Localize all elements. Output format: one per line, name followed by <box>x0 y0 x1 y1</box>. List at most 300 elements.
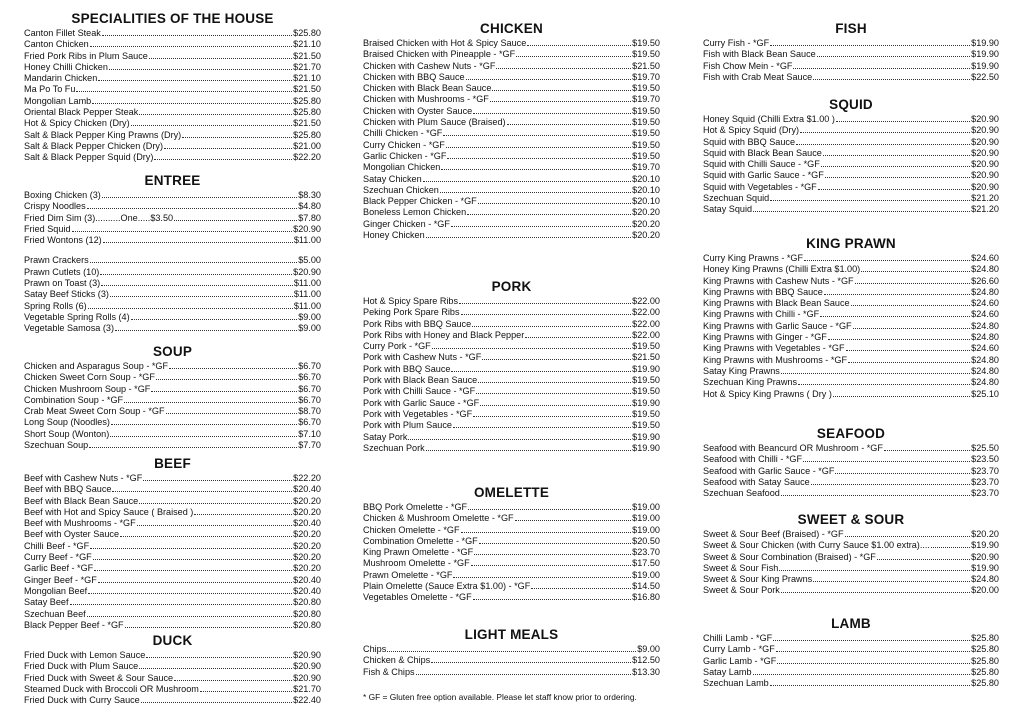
menu-item <box>363 319 660 330</box>
menu-item <box>363 296 660 307</box>
menu-item <box>363 502 660 513</box>
menu-item-name: Chicken with Plum Sauce (Braised) <box>363 117 506 128</box>
dot-leader <box>94 563 292 571</box>
menu-item-price: $24.80 <box>971 574 999 585</box>
menu-item <box>24 141 321 152</box>
menu-item-price: $20.90 <box>971 170 999 181</box>
menu-item-name: Ginger Chicken - *GF <box>363 218 450 229</box>
menu-item-price: $4.80 <box>298 201 321 212</box>
dot-leader <box>92 96 292 104</box>
menu-item <box>703 125 999 136</box>
menu-item-price: $8.30 <box>298 190 321 200</box>
menu-item-price: $23.70 <box>971 465 999 476</box>
dot-leader <box>931 540 970 548</box>
group-spacer <box>24 246 321 255</box>
menu-item-price: $14.50 <box>632 581 660 592</box>
menu-item-name: Fried Duck with Sweet & Sour Sauce <box>24 672 174 683</box>
menu-item-price: $24.60 <box>971 253 999 263</box>
menu-item-price: $25.80 <box>971 644 999 655</box>
menu-item <box>24 107 321 118</box>
menu-item-name: Sweet & Sour King Prawns <box>703 574 813 585</box>
menu-item <box>24 695 321 706</box>
dot-leader <box>855 276 971 284</box>
menu-item-price: $20.90 <box>293 672 321 683</box>
dot-leader <box>459 296 631 304</box>
menu-item-price: $19.90 <box>632 431 660 442</box>
menu-item-name: Pork with Cashew Nuts - *GF <box>363 352 482 363</box>
menu-item <box>703 264 999 275</box>
menu-item-price: $22.00 <box>632 318 660 329</box>
dot-leader <box>846 343 971 351</box>
menu-item-name: Fish & Chips <box>363 666 415 677</box>
menu-item-name: Squid with Black Bean Sauce <box>703 147 822 158</box>
menu-item-name: King Prawns with Vegetables - *GF <box>703 343 845 354</box>
menu-item-name: Szechuan Pork <box>363 442 425 453</box>
menu-item <box>703 114 999 125</box>
menu-item <box>363 330 660 341</box>
menu-item-price: $25.50 <box>971 443 999 453</box>
dot-leader <box>447 151 631 159</box>
menu-section-soup <box>24 343 321 451</box>
menu-item-price: $20.90 <box>971 114 999 124</box>
menu-item <box>24 73 321 84</box>
menu-item <box>703 287 999 298</box>
menu-item-price: $20.10 <box>632 196 660 207</box>
dot-leader <box>490 94 631 102</box>
dot-leader <box>131 312 298 320</box>
menu-item-price: $21.70 <box>293 61 321 72</box>
menu-item-price: $22.00 <box>632 329 660 340</box>
menu-item-name: Satay Squid <box>703 204 753 215</box>
menu-item <box>703 148 999 159</box>
dot-leader <box>426 443 632 451</box>
menu-item-price: $20.90 <box>293 661 321 672</box>
menu-item <box>703 488 999 499</box>
menu-item-price: $19.90 <box>971 49 999 60</box>
menu-item <box>24 372 321 383</box>
menu-item-name: Fish with Black Bean Sauce <box>703 49 816 60</box>
dot-leader <box>88 586 292 594</box>
menu-item-name: Pork with Plum Sauce <box>363 420 452 431</box>
menu-item <box>363 352 660 363</box>
menu-item <box>24 96 321 107</box>
dot-leader <box>137 518 292 526</box>
menu-item <box>703 633 999 644</box>
menu-item <box>24 395 321 406</box>
menu-item-name: King Prawns with Ginger - *GF <box>703 332 827 343</box>
dot-leader <box>169 361 297 369</box>
menu-item <box>363 219 660 230</box>
menu-item-name: Crispy Noodles <box>24 201 86 212</box>
menu-item-name: Beef with Hot and Spicy Sauce ( Braised ) <box>24 506 194 517</box>
menu-item-name: Satay King Prawns <box>703 365 780 376</box>
dot-leader <box>120 529 292 537</box>
menu-item <box>363 655 660 666</box>
dot-leader <box>800 125 970 133</box>
menu-item-name: Mandarin Chicken <box>24 73 98 84</box>
dot-leader <box>416 667 632 675</box>
menu-section-beef <box>24 455 321 631</box>
dot-leader <box>824 287 970 295</box>
dot-leader <box>877 552 970 560</box>
menu-item-name: Chicken and Asparagus Soup - *GF <box>24 361 169 371</box>
menu-item-price: $20.90 <box>293 266 321 277</box>
dot-leader <box>516 49 631 57</box>
menu-item <box>703 667 999 678</box>
menu-item <box>363 409 660 420</box>
gluten-free-footnote: * GF = Gluten free option available. Please let staff know prior to ordering. <box>363 692 637 702</box>
menu-item-name: Satay Beef Sticks (3) <box>24 289 109 300</box>
dot-leader <box>446 140 631 148</box>
menu-item <box>363 341 660 352</box>
menu-item-price: $21.50 <box>632 352 660 363</box>
menu-item-name: Vegetable Samosa (3) <box>24 323 114 334</box>
menu-item-price: $19.90 <box>632 397 660 408</box>
menu-item-price: $19.50 <box>632 375 660 386</box>
menu-item <box>24 529 321 540</box>
menu-item-name: King Prawn Omelette - *GF <box>363 547 474 558</box>
dot-leader <box>773 633 970 641</box>
menu-item-price: $19.90 <box>971 60 999 71</box>
menu-item-price: $19.50 <box>632 49 660 60</box>
menu-item <box>363 375 660 386</box>
menu-item <box>24 552 321 563</box>
menu-item-name: Braised Chicken with Pineapple - *GF <box>363 49 516 60</box>
menu-section-pork <box>363 278 660 454</box>
menu-item-name: Chilli Chicken - *GF <box>363 128 443 139</box>
menu-item <box>24 118 321 129</box>
menu-item-name: Canton Chicken <box>24 39 89 50</box>
menu-item-name: Beef with Mushrooms - *GF <box>24 518 136 529</box>
dot-leader <box>820 309 970 317</box>
menu-item <box>363 106 660 117</box>
menu-item-price: $22.20 <box>293 152 321 163</box>
menu-item <box>24 39 321 50</box>
menu-item <box>24 152 321 163</box>
menu-item <box>363 140 660 151</box>
menu-item-price: $9.00 <box>637 644 660 654</box>
section-title: BEEF <box>154 456 191 471</box>
dot-leader <box>492 83 631 91</box>
menu-item-name: Satay Beef <box>24 597 69 608</box>
menu-item <box>703 170 999 181</box>
menu-item <box>363 432 660 443</box>
dot-leader <box>143 473 292 481</box>
dot-leader <box>102 28 292 36</box>
dot-leader <box>525 330 631 338</box>
menu-item <box>24 201 321 212</box>
menu-item-name: Chicken with Mushrooms - *GF <box>363 94 489 105</box>
menu-item <box>24 51 321 62</box>
section-title: SPECIALITIES OF THE HOUSE <box>71 11 274 26</box>
section-title: SEAFOOD <box>816 426 886 441</box>
menu-item-price: $22.00 <box>632 307 660 318</box>
menu-item-price: $20.90 <box>971 551 999 562</box>
menu-item-name: Beef with BBQ Sauce <box>24 484 112 495</box>
dot-leader <box>110 429 297 437</box>
menu-item-name: Prawn Cutlets (10) <box>24 266 100 277</box>
dot-leader <box>109 62 292 70</box>
menu-item-name: Ginger Beef - *GF <box>24 574 97 585</box>
dot-leader <box>853 321 971 329</box>
menu-item <box>703 61 999 72</box>
menu-item-price: $20.40 <box>293 574 321 585</box>
menu-section-lamb <box>703 615 999 689</box>
menu-item-name: Satay Pork <box>363 431 408 442</box>
menu-item <box>703 377 999 388</box>
menu-item-price: $21.10 <box>293 39 321 50</box>
menu-item-price: $25.80 <box>971 666 999 677</box>
menu-item-name: Sweet & Sour Combination (Braised) - *GF <box>703 551 876 562</box>
dot-leader <box>851 298 971 306</box>
dot-leader <box>103 235 293 243</box>
dot-leader <box>111 417 297 425</box>
dot-leader <box>496 61 631 69</box>
menu-item <box>24 620 321 631</box>
section-title: SOUP <box>152 344 193 359</box>
menu-item-name: Honey Squid (Chilli Extra $1.00 ) <box>703 114 835 124</box>
dot-leader <box>804 253 970 261</box>
menu-item-price: $19.50 <box>632 105 660 116</box>
menu-item <box>703 276 999 287</box>
menu-item-price: $21.10 <box>293 73 321 84</box>
menu-item-name: Prawn Crackers <box>24 255 89 266</box>
dot-leader <box>473 106 631 114</box>
menu-item-name: Szechuan Beef <box>24 608 86 619</box>
menu-item-name: Satay Chicken <box>363 173 422 184</box>
menu-section-chicken <box>363 20 660 241</box>
menu-item <box>363 364 660 375</box>
menu-item-price: $19.00 <box>632 524 660 535</box>
dot-leader <box>387 644 636 652</box>
menu-item-price: $7.80 <box>298 212 321 223</box>
menu-item-name: Chicken Omelette - *GF <box>363 524 460 535</box>
menu-item-price: $22.20 <box>293 473 321 483</box>
dot-leader <box>817 49 970 57</box>
menu-item-name: Prawn on Toast (3) <box>24 278 101 289</box>
menu-item <box>703 540 999 551</box>
menu-item-price: $20.90 <box>971 181 999 192</box>
menu-item <box>24 586 321 597</box>
menu-item-name: Vegetable Spring Rolls (4) <box>24 311 130 322</box>
menu-item-name: Curry Chicken - *GF <box>363 139 445 150</box>
section-title: SQUID <box>829 97 873 112</box>
section-title: DUCK <box>152 633 193 648</box>
menu-item-price: $20.40 <box>293 518 321 529</box>
menu-item-name: Pork with Garlic Sauce - *GF <box>363 397 480 408</box>
menu-item <box>703 574 999 585</box>
menu-item-name: Salt & Black Pepper Chicken (Dry) <box>24 140 163 151</box>
menu-item <box>24 684 321 695</box>
menu-item-price: $19.00 <box>632 513 660 524</box>
menu-item-name: Hot & Spicy King Prawns ( Dry ) <box>703 388 832 399</box>
menu-item-name: Honey Chicken <box>363 230 425 241</box>
dot-leader <box>70 597 293 605</box>
menu-item <box>24 130 321 141</box>
menu-item-name: Szechuan Lamb <box>703 678 769 689</box>
dot-leader <box>453 570 631 578</box>
menu-item <box>24 213 321 224</box>
dot-leader <box>164 141 292 149</box>
menu-item <box>703 321 999 332</box>
menu-item-name: Prawn Omelette - *GF <box>363 569 453 580</box>
dot-leader <box>174 673 292 681</box>
menu-item-price: $20.90 <box>293 223 321 234</box>
menu-item <box>703 298 999 309</box>
menu-item-price: $21.20 <box>971 193 999 204</box>
section-title: FISH <box>835 21 867 36</box>
dot-leader <box>828 332 970 340</box>
menu-item-name: Short Soup (Wonton) <box>24 428 110 439</box>
menu-item <box>24 361 321 372</box>
menu-item-price: $20.20 <box>293 552 321 563</box>
menu-item-price: $20.10 <box>632 173 660 184</box>
menu-item-price: $20.90 <box>293 650 321 660</box>
dot-leader <box>823 148 970 156</box>
menu-item-name: Ma Po To Fu <box>24 84 76 95</box>
menu-item-price: $25.80 <box>293 28 321 38</box>
menu-item <box>363 420 660 431</box>
dot-leader <box>87 609 292 617</box>
menu-item-name: Mongolian Lamb <box>24 95 92 106</box>
dot-leader <box>131 118 293 126</box>
menu-item-name: Fried Duck with Lemon Sauce <box>24 650 146 660</box>
section-title: PORK <box>491 279 532 294</box>
dot-leader <box>478 196 631 204</box>
menu-item <box>703 253 999 264</box>
menu-item-price: $20.40 <box>293 585 321 596</box>
menu-item-price: $23.70 <box>632 547 660 558</box>
dot-leader <box>471 558 632 566</box>
dot-leader <box>818 182 970 190</box>
menu-item-name: Oriental Black Pepper Steak <box>24 107 139 118</box>
menu-item <box>703 656 999 667</box>
menu-item-name: Beef with Oyster Sauce <box>24 529 120 540</box>
menu-item-price: $23.70 <box>971 488 999 499</box>
dot-leader <box>472 319 631 327</box>
menu-item <box>24 563 321 574</box>
menu-item <box>703 466 999 477</box>
dot-leader <box>440 185 631 193</box>
dot-leader <box>777 656 970 664</box>
menu-item-price: $25.80 <box>971 655 999 666</box>
menu-item-price: $20.20 <box>971 529 999 539</box>
menu-item-name: Pork Ribs with Honey and Black Pepper <box>363 329 525 340</box>
menu-item-price: $19.90 <box>632 442 660 453</box>
menu-item <box>24 84 321 95</box>
menu-item <box>363 443 660 454</box>
menu-item <box>24 661 321 672</box>
dot-leader <box>531 581 631 589</box>
menu-item-price: $23.70 <box>971 476 999 487</box>
menu-item-name: Szechuan Soup <box>24 440 89 451</box>
menu-item-price: $19.50 <box>632 38 660 48</box>
menu-item <box>363 581 660 592</box>
dot-leader <box>833 389 970 397</box>
menu-item <box>363 38 660 49</box>
menu-item-name: Hot & Spicy Spare Ribs <box>363 296 459 306</box>
dot-leader <box>479 536 631 544</box>
menu-item-price: $21.50 <box>293 84 321 95</box>
menu-item <box>24 496 321 507</box>
menu-item-name: King Prawns with Cashew Nuts - *GF <box>703 275 854 286</box>
menu-item-name: Curry Lamb - *GF <box>703 644 775 655</box>
menu-item-price: $22.00 <box>632 296 660 306</box>
menu-item-name: Black Pepper Chicken - *GF <box>363 196 477 207</box>
menu-item-name: Chips <box>363 644 387 654</box>
menu-item-price: $6.70 <box>298 383 321 394</box>
dot-leader <box>835 466 970 474</box>
menu-item <box>703 477 999 488</box>
menu-item-price: $21.20 <box>971 204 999 215</box>
menu-item-price: $19.70 <box>632 162 660 173</box>
menu-item-price: $11.00 <box>293 278 321 289</box>
menu-item-price: $20.10 <box>632 184 660 195</box>
menu-item-name: Peking Pork Spare Ribs <box>363 307 460 318</box>
menu-item-price: $11.00 <box>293 235 321 246</box>
menu-item-name: King Prawns with Chilli - *GF <box>703 309 820 320</box>
menu-item <box>24 235 321 246</box>
menu-item-name: Chicken with BBQ Sauce <box>363 71 465 82</box>
menu-item <box>703 644 999 655</box>
menu-item-price: $24.80 <box>971 354 999 365</box>
menu-item-price: $6.70 <box>298 361 321 371</box>
dot-leader <box>110 289 293 297</box>
dot-leader <box>166 406 298 414</box>
section-title: ENTREE <box>144 173 201 188</box>
menu-item-price: $19.50 <box>632 139 660 150</box>
dot-leader <box>125 620 293 628</box>
menu-item-name: Squid with Chilli Sauce - *GF <box>703 159 820 170</box>
menu-item-name: King Prawns with Black Bean Sauce <box>703 298 850 309</box>
menu-item-price: $9.00 <box>298 311 321 322</box>
dot-leader <box>87 201 298 209</box>
dot-leader <box>813 72 970 80</box>
menu-item <box>363 151 660 162</box>
dot-leader <box>426 230 632 238</box>
dot-leader <box>90 255 298 263</box>
menu-item-name: Sweet & Sour Beef (Braised) - *GF <box>703 529 844 539</box>
dot-leader <box>139 661 292 669</box>
menu-item-price: $19.00 <box>632 569 660 580</box>
menu-item-name: Chilli Lamb - *GF <box>703 633 773 643</box>
menu-item-price: $19.50 <box>632 150 660 161</box>
menu-item <box>363 667 660 678</box>
menu-item-name: Fish Chow Mein - *GF <box>703 60 793 71</box>
menu-item <box>703 38 999 49</box>
menu-item-price: $19.90 <box>971 38 999 48</box>
dot-leader <box>461 307 632 315</box>
dot-leader <box>480 398 631 406</box>
menu-item-name: Hot & Spicy Squid (Dry) <box>703 125 800 136</box>
section-title: LIGHT MEALS <box>464 627 559 642</box>
menu-section-duck <box>24 632 321 706</box>
menu-item-name: Squid with BBQ Sauce <box>703 136 795 147</box>
dot-leader <box>112 484 292 492</box>
menu-item-price: $6.70 <box>298 417 321 428</box>
menu-item <box>24 267 321 278</box>
menu-item-price: $19.70 <box>632 71 660 82</box>
menu-item <box>24 484 321 495</box>
dot-leader <box>884 443 970 451</box>
menu-item-name: Szechuan King Prawns <box>703 377 798 388</box>
menu-item-price: $20.20 <box>293 540 321 551</box>
dot-leader <box>98 575 292 583</box>
dot-leader <box>779 563 970 571</box>
dot-leader <box>174 213 297 221</box>
dot-leader <box>821 159 970 167</box>
dot-leader <box>515 513 632 521</box>
